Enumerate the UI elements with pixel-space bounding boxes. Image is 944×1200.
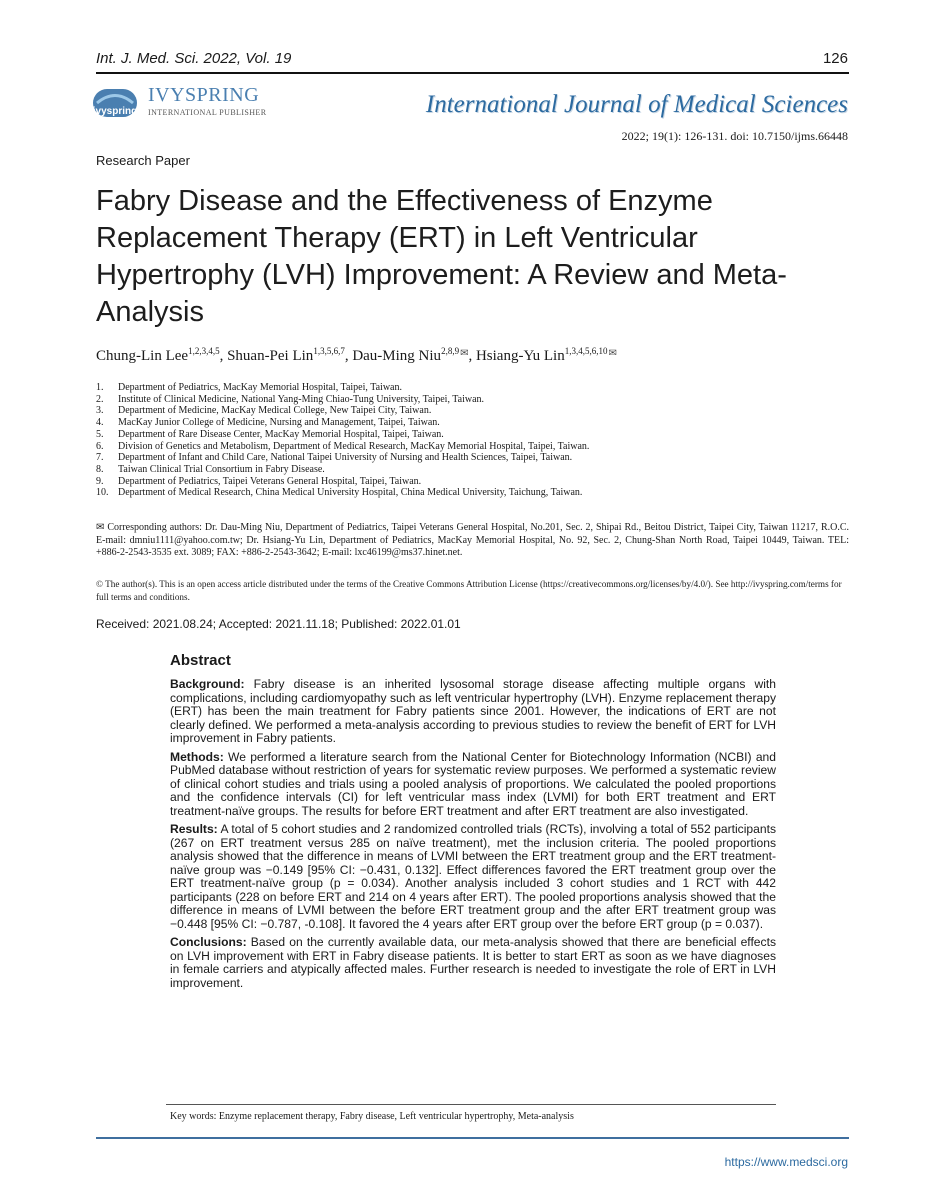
affiliation-number: 4. (96, 417, 104, 429)
author-name: Chung-Lin Lee (96, 348, 189, 364)
affiliation-list (96, 382, 589, 499)
abstract-section-label: Conclusions: (170, 935, 247, 949)
journal-reference: Int. J. Med. Sci. 2022, Vol. 19 (96, 50, 292, 67)
envelope-icon: ✉ (608, 348, 617, 359)
affiliation-text: Department of Rare Disease Center, MacKay Memorial Hospital, Taipei, Taiwan. (118, 428, 444, 440)
affiliation-item (96, 441, 589, 453)
abstract-paragraph (170, 936, 776, 990)
affiliation-number: 2. (96, 393, 104, 405)
logo-text: ivyspring (92, 106, 138, 117)
affiliation-text: Institute of Clinical Medicine, National Yang-Ming Chiao-Tung University, Taipei, Taiwan. (118, 393, 485, 405)
affiliation-item (96, 417, 589, 429)
affiliation-text: Taiwan Clinical Trial Consortium in Fabry Disease. (118, 463, 325, 475)
author-affiliation-numbers: 1,3,5,6,7 (313, 346, 345, 356)
keywords: Key words: Enzyme replacement therapy, Fabry disease, Left ventricular hypertrophy, Meta-analysis (170, 1111, 574, 1122)
affiliation-text: Department of Pediatrics, MacKay Memorial Hospital, Taipei, Taiwan. (118, 382, 402, 393)
publisher-subtitle: INTERNATIONAL PUBLISHER (148, 108, 267, 117)
article-type: Research Paper (96, 153, 190, 168)
footer-rule (96, 1137, 849, 1139)
affiliation-item (96, 405, 589, 417)
author-affiliation-numbers: 1,2,3,4,5 (188, 346, 220, 356)
affiliation-number: 1. (96, 382, 104, 393)
abstract-paragraph (170, 823, 776, 931)
affiliation-text: Department of Medicine, MacKay Medical College, New Taipei City, Taiwan. (118, 405, 432, 417)
abstract-section-text: Fabry disease is an inherited lysosomal storage disease affecting multiple organs with complications, including cardiomyopathy such as left ventricular hypertrophy (LVH). Enzyme replacement therapy (ERT) has been the main treatment for Fabry patients since 2001. However, the indications of ERT are not clearly defined. We performed a meta-analysis according to previous studies to review the benefit of ERT for LVH improvement in Fabry patients. (170, 677, 776, 745)
affiliation-number: 5. (96, 428, 104, 440)
publication-dates: Received: 2021.08.24; Accepted: 2021.11.18; Published: 2022.01.01 (96, 617, 461, 631)
author-separator: , (344, 348, 353, 364)
affiliation-number: 6. (96, 440, 104, 452)
affiliation-item (96, 394, 589, 406)
article-title: Fabry Disease and the Effectiveness of Enzyme Replacement Therapy (ERT) in Left Ventricular Hypertrophy (LVH) Improvement: A Review and Meta-Analysis (96, 185, 787, 328)
affiliation-text: Department of Infant and Child Care, National Taipei University of Nursing and Health Sciences, Taipei, Taiwan. (118, 452, 573, 464)
affiliation-number: 10. (96, 487, 109, 499)
affiliation-text: MacKay Junior College of Medicine, Nursing and Management, Taipei, Taiwan. (118, 417, 440, 429)
affiliation-item (96, 429, 589, 441)
abstract-heading: Abstract (170, 652, 231, 669)
abstract-section-text: A total of 5 cohort studies and 2 randomized controlled trials (RCTs), involving a total of 552 participants (267 on ERT treatment versus 285 on naïve treatment), met the inclusion criteria. The pooled proportions analysis showed that the difference in means of LVMI between the ERT treatment group and the ERT treatment-naïve group was −0.149 [95% CI: −0.431, 0.132]. Effect differences favored the ERT treatment group over the ERT treatment-naïve group (p = 0.034). Another analysis included 3 cohort studies and 1 RCT with 442 participants (228 on before ERT and 214 on 4 years after ERT). The pooled proportions analysis showed that the difference in means of LVMI between the before ERT treatment group and the after ERT treatment group was −0.448 [95% CI: −0.787, -0.108]. It favored the 4 years after ERT group over the before ERT group (p = 0.037). (170, 822, 776, 931)
corresponding-authors: ✉ Corresponding authors: Dr. Dau-Ming Niu, Department of Pediatrics, Taipei Veterans General Hospital, No.201, Sec. 2, Shipai Rd., Beitou District, Taipei City, Taiwan 11217, R.O.C. E-mail: dmniu1111@yahoo.com.tw; Dr. Hsiang-Yu Lin, Department of Pediatrics, MacKay Memorial Hospital, No. 92, Sec. 2, Chung-Shan North Road, Taipei 10449, Taiwan. TEL: +886-2-2543-3535 ext. 3089; FAX: +886-2-2543-3642; E-mail: lxc46199@ms37.hinet.net. (96, 522, 849, 558)
affiliation-item (96, 487, 589, 499)
affiliation-text: Department of Medical Research, China Medical University Hospital, China Medical University, Taichung, Taiwan. (118, 487, 583, 499)
author-separator: , (219, 348, 228, 364)
header-rule (96, 72, 849, 74)
affiliation-item (96, 382, 589, 394)
author-affiliation-numbers: 2,8,9 (441, 346, 460, 356)
affiliation-text: Division of Genetics and Metabolism, Department of Medical Research, MacKay Memorial Hospital, Taipei, Taiwan. (118, 440, 590, 452)
abstract-section-text: Based on the currently available data, our meta-analysis showed that there are beneficial effects on LVH improvement with ERT in Fabry disease patients. It is better to start ERT as soon as we have diagnoses in female carriers and atypically affected males. Further research is needed to investigate the role of ERT in LVH improvement. (170, 935, 776, 990)
author-name: Shuan-Pei Lin (227, 348, 314, 364)
affiliation-item (96, 452, 589, 464)
author-name: Dau-Ming Niu (352, 348, 442, 364)
affiliation-item (96, 476, 589, 488)
abstract-paragraph (170, 751, 776, 819)
abstract-paragraph (170, 678, 776, 746)
page-number: 126 (822, 50, 848, 67)
affiliation-text: Department of Pediatrics, Taipei Veterans General Hospital, Taipei, Taiwan. (118, 475, 422, 487)
citation-doi: 2022; 19(1): 126-131. doi: 10.7150/ijms.66448 (621, 129, 848, 143)
affiliation-number: 3. (96, 405, 104, 417)
affiliation-number: 9. (96, 475, 104, 487)
author-affiliation-numbers: 1,3,4,5,6,10 (564, 346, 608, 356)
abstract-rule (166, 1104, 776, 1105)
envelope-icon: ✉ (460, 348, 469, 359)
abstract-section-label: Background: (170, 677, 245, 691)
footer-url-link[interactable]: https://www.medsci.org (724, 1155, 848, 1169)
author-list (96, 348, 617, 365)
affiliation-item (96, 464, 589, 476)
license-notice: © The author(s). This is an open access article distributed under the terms of the Creative Commons Attribution License (https://creativecommons.org/licenses/by/4.0/). See http://ivyspring.com/terms for full terms and conditions. (96, 579, 842, 602)
abstract-section (166, 652, 776, 995)
author-separator: , (468, 348, 476, 364)
abstract-section-text: We performed a literature search from the National Center for Biotechnology Information (NCBI) and PubMed database without restriction of years for systematic review purposes. We performed a systematic review of clinical cohort studies and trials using a pooled analysis of proportions. We calculated the pooled proportions and the confidence intervals (CI) for left ventricular mass index (LVMI) for both ERT treatment and ERT treatment-naïve groups. The results for before ERT treatment and after ERT treatment are also investigated. (170, 749, 776, 818)
abstract-section-label: Results: (170, 822, 218, 836)
publisher-name: IVYSPRING (148, 84, 260, 106)
affiliation-number: 8. (96, 463, 104, 475)
abstract-section-label: Methods: (170, 749, 224, 764)
journal-title: International Journal of Medical Sciences (425, 91, 848, 118)
abstract-body (166, 678, 776, 990)
affiliation-number: 7. (96, 452, 104, 464)
author-name: Hsiang-Yu Lin (475, 348, 565, 364)
